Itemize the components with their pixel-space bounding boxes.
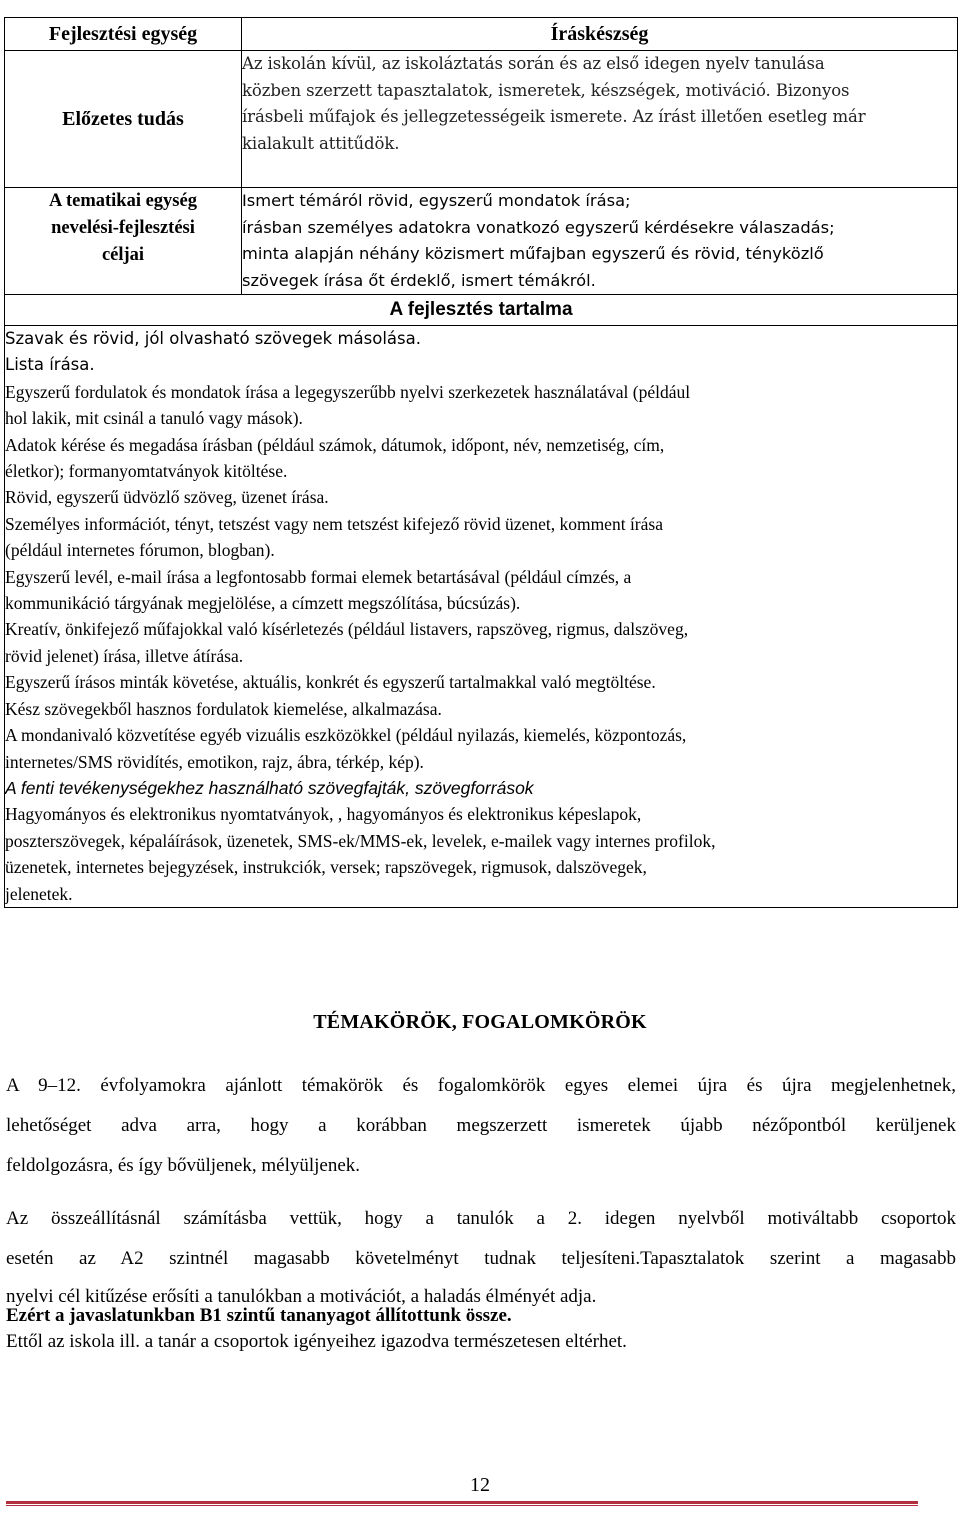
page-number: 12 [470,1474,490,1496]
goal-line: minta alapján néhány közismert műfajban egyszerű és rövid, tényközlő [242,244,824,263]
content-line: Lista írása. [5,355,95,375]
content-line: rövid jelenet) írása, illetve átírása. [5,645,244,666]
content-line: internetes/SMS rövidítés, emotikon, rajz, ábra, térkép, kép). [5,751,424,772]
content-line: Adatok kérése és megadása írásban (például számok, dátumok, időpont, név, nemzetiség, cím, [5,434,665,455]
content-line: poszterszövegek, képaláírások, üzenetek, SMS-ek/MMS-ek, levelek, e-mailek vagy internes profilok, [5,830,716,851]
goals-text [242,188,958,295]
prior-knowledge-text [242,51,958,188]
goal-line: szövegek írása őt érdeklő, ismert témákról. [242,270,596,290]
content-line: életkor); formanyomtatványok kitöltése. [5,461,288,482]
prior-knowledge-label: Előzetes tudás [5,51,242,188]
goals-label-line: nevelési-fejlesztési [51,218,195,238]
content-line: Rövid, egyszerű üdvözlő szöveg, üzenet írása. [5,487,329,508]
content-line: Egyszerű írásos minták követése, aktuális, konkrét és egyszerű tartalmakkal való megtöltése. [5,672,656,693]
bold-statement: Ezért a javaslatunkban B1 szintű tananyagot állítottunk össze. [6,1305,512,1326]
content-line: Kreatív, önkifejező műfajokkal való kísérletezés (például listavers, rapszöveg, rigmus, dalszöveg, [5,619,689,640]
prior-line: Az iskolán kívül, az iskoláztatás során és az első idegen nyelv tanulása [242,54,825,73]
content-body [5,326,958,908]
goals-label [5,188,242,295]
curriculum-table [4,17,958,908]
content-line: Kész szövegekből hasznos fordulatok kiemelése, alkalmazása. [5,698,442,719]
content-line: A mondanivaló közvetítése egyéb vizuális eszközökkel (például nyilazás, kiemelés, központozás, [5,725,687,746]
content-line: (például internetes fórumon, blogban). [5,540,275,561]
content-line: A fenti tevékenységekhez használható szövegfajták, szövegforrások [5,777,534,798]
content-line: hol lakik, mit csinál a tanuló vagy mások). [5,408,303,429]
topics-paragraph-1 [6,1066,956,1186]
content-line: Személyes információt, tényt, tetszést vagy nem tetszést kifejező rövid üzenet, komment írása [5,513,663,534]
header-development-unit: Fejlesztési egység [5,18,242,51]
content-lines [5,326,957,907]
footer-rule-thin [6,1505,918,1506]
content-line: kommunikáció tárgyának megjelölése, a címzett megszólítása, búcsúzás). [5,593,521,614]
paragraph-line: esetén az A2 szintnél magasabb követelményt tudnak teljesíteni.Tapasztalatok szerint a magasabb [6,1248,956,1269]
paragraph-line: lehetőséget adva arra, hogy a korábban megszerzett ismeretek újabb nézőpontból kerüljenek [6,1115,956,1136]
topics-paragraph-2 [6,1199,956,1315]
prior-line: írásbeli műfajok és jellegzetességeik ismerete. Az írást illetően esetleg már [242,107,866,126]
paragraph-line: Az összeállításnál számításba vettük, hogy a tanulók a 2. idegen nyelvből motiváltabb csoportok [6,1208,956,1229]
content-line: Egyszerű fordulatok és mondatok írása a legegyszerűbb nyelvi szerkezetek használatával (például [5,381,691,402]
header-writing-skill: Íráskészség [242,18,958,51]
goal-line: Ismert témáról rövid, egyszerű mondatok írása; [242,191,631,210]
content-line: üzenetek, internetes bejegyzések, instrukciók, versek; rapszövegek, rigmusok, dalszövegek, [5,857,647,878]
content-title: A fejlesztés tartalma [5,295,958,326]
content-line: Szavak és rövid, jól olvasható szövegek másolása. [5,329,421,348]
paragraph-line: feldolgozásra, és így bővüljenek, mélyüljenek. [6,1155,361,1176]
content-line: jelenetek. [5,883,73,904]
goals-label-line: A tematikai egység [49,191,197,211]
prior-line: közben szerzett tapasztalatok, ismeretek, készségek, motiváció. Bizonyos [242,80,850,100]
content-line: Hagyományos és elektronikus nyomtatványok, , hagyományos és elektronikus képeslapok, [5,804,642,825]
prior-line: kialakult attitűdök. [242,133,400,153]
footer-rule [6,1501,918,1504]
paragraph-line: A 9–12. évfolyamokra ajánlott témakörök és fogalomkörök egyes elemei újra és újra megjelenhetnek, [6,1075,956,1096]
goal-line: írásban személyes adatokra vonatkozó egyszerű kérdésekre válaszadás; [242,217,835,237]
closing-statement: Ettől az iskola ill. a tanár a csoportok igényeihez igazodva természetesen eltérhet. [6,1331,627,1352]
paragraph-line: nyelvi cél kitűzése erősíti a tanulókban a motivációt, a haladás élményét adja. [6,1286,597,1307]
goals-label-line: céljai [101,245,145,265]
topics-title: TÉMAKÖRÖK, FOGALOMKÖRÖK [313,1011,647,1033]
content-line: Egyszerű levél, e-mail írása a legfontosabb formai elemek betartásával (például címzés, a [5,566,632,587]
